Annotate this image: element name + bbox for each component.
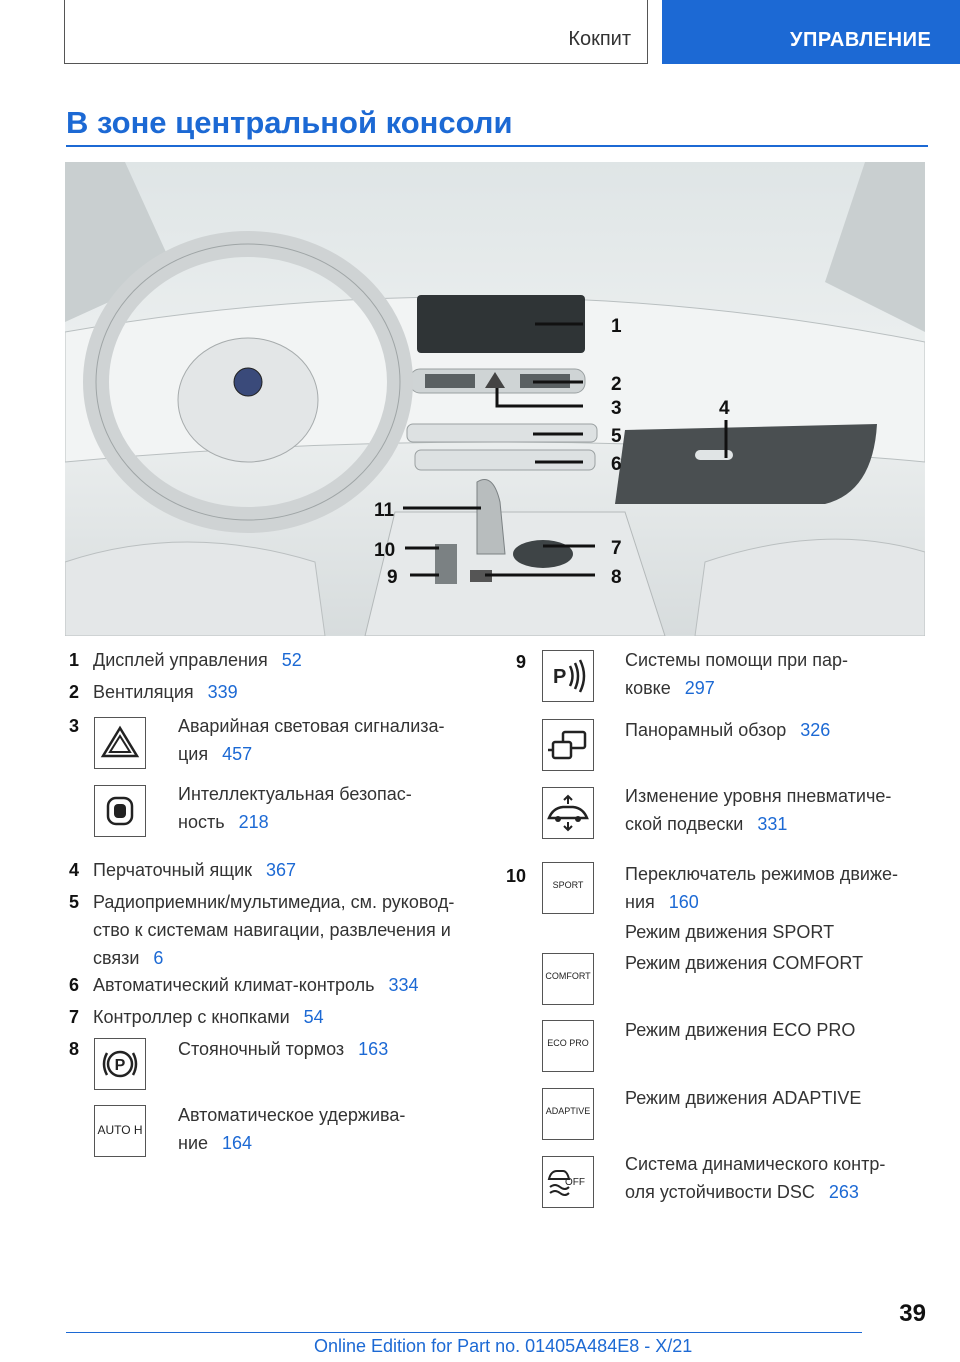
item-10-number: 10 (505, 866, 526, 886)
auto-hold-label: AUTO H (97, 1123, 143, 1137)
item-8b: Автоматическое удержива- ние 164 (178, 1105, 406, 1153)
footer-edition: Online Edition for Part no. 01405A484E8 - X/21 (314, 1336, 693, 1356)
eco-pro-mode-label: ECO PRO (547, 1038, 589, 1048)
item-9b: Панорамный обзор 326 (625, 720, 831, 740)
item-2-number: 2 (68, 682, 79, 702)
item-5-number: 5 (68, 892, 79, 912)
callout-3: 3 (611, 398, 622, 419)
page-link[interactable]: 367 (266, 860, 297, 880)
svg-text:P: P (553, 666, 567, 688)
callout-2: 2 (611, 374, 622, 395)
auto-hold-icon (94, 1105, 146, 1157)
item-5: Радиоприемник/мультимедиа, см. руковод- ство к системам навигации, развлечения и связи 6 (93, 892, 455, 968)
item-3b: Интеллектуальная безопас- ность 218 (178, 784, 412, 832)
hazard-icon (94, 717, 146, 769)
page-link[interactable]: 54 (303, 1007, 324, 1027)
callout-5: 5 (611, 426, 622, 447)
svg-text:P: P (114, 1057, 126, 1074)
page-number: 39 (899, 1300, 926, 1327)
page-link[interactable]: 339 (207, 682, 238, 702)
item-4: Перчаточный ящик 367 (93, 860, 297, 880)
header-chapter-label: УПРАВЛЕНИЕ (790, 29, 932, 51)
header-section-label: Кокпит (568, 28, 631, 50)
page-link[interactable]: 218 (238, 812, 269, 832)
item-10: Переключатель режимов движе- ния 160 Режим движения SPORT (625, 864, 899, 942)
header-chapter (662, 0, 960, 64)
surround-view-icon (542, 719, 594, 771)
comfort-mode-icon (542, 953, 594, 1005)
header-section (64, 0, 648, 64)
sport-mode-icon (542, 862, 594, 914)
intelligent-safety-icon (94, 785, 146, 837)
page-link[interactable]: 164 (222, 1133, 253, 1153)
page-link[interactable]: 326 (800, 720, 831, 740)
item-2: Вентиляция 339 (93, 682, 238, 702)
item-6-number: 6 (68, 975, 79, 995)
item-10c: Режим движения ECO PRO (625, 1020, 856, 1040)
callout-10: 10 (374, 540, 396, 561)
item-10e: Система динамического контр- оля устойчивости DSC 263 (625, 1154, 886, 1202)
callout-6: 6 (611, 454, 622, 475)
item-1: Дисплей управления 52 (93, 650, 302, 670)
dsc-off-label: OFF (565, 1177, 585, 1188)
callout-7: 7 (611, 538, 622, 559)
page-link[interactable]: 160 (668, 892, 699, 912)
air-suspension-icon (542, 787, 594, 839)
callout-11: 11 (374, 500, 395, 521)
page-link[interactable]: 52 (281, 650, 302, 670)
callout-1: 1 (611, 316, 622, 337)
item-6: Автоматический климат-контроль 334 (93, 975, 419, 995)
sport-mode-label: SPORT (552, 880, 584, 890)
item-7: Контроллер с кнопками 54 (93, 1007, 324, 1027)
page-link[interactable]: 331 (757, 814, 788, 834)
park-assist-icon (542, 650, 594, 702)
page-link[interactable]: 457 (222, 744, 253, 764)
page-link[interactable]: 297 (684, 678, 715, 698)
footer-rule (66, 1332, 862, 1333)
dsc-off-icon (542, 1156, 594, 1208)
item-10d: Режим движения ADAPTIVE (625, 1088, 862, 1108)
cockpit-illustration (65, 162, 925, 636)
item-3-number: 3 (68, 716, 79, 736)
page-link[interactable]: 6 (153, 948, 164, 968)
page-link[interactable]: 263 (828, 1182, 859, 1202)
callout-9: 9 (387, 567, 398, 588)
parking-brake-icon (94, 1038, 146, 1090)
callout-8: 8 (611, 567, 622, 588)
page-link[interactable]: 163 (358, 1039, 389, 1059)
item-3: Аварийная световая сигнализа- ция 457 (178, 716, 445, 764)
item-4-number: 4 (68, 860, 79, 880)
adaptive-mode-label: ADAPTIVE (545, 1106, 591, 1116)
item-9c: Изменение уровня пневматиче- ской подвески 331 (625, 786, 892, 834)
page-title: В зоне центральной консоли (66, 105, 513, 140)
page-link[interactable]: 334 (388, 975, 419, 995)
item-8-number: 8 (68, 1039, 79, 1059)
item-1-number: 1 (68, 650, 79, 670)
item-8: Стояночный тормоз 163 (178, 1039, 389, 1059)
title-rule (66, 145, 928, 147)
eco-pro-mode-icon (542, 1020, 594, 1072)
callout-4: 4 (719, 398, 730, 419)
comfort-mode-label: COMFORT (545, 971, 591, 981)
adaptive-mode-icon (542, 1088, 594, 1140)
item-9-number: 9 (515, 652, 526, 672)
item-10b: Режим движения COMFORT (625, 953, 864, 973)
item-9: Системы помощи при пар- ковке 297 (625, 650, 849, 698)
item-7-number: 7 (68, 1007, 79, 1027)
